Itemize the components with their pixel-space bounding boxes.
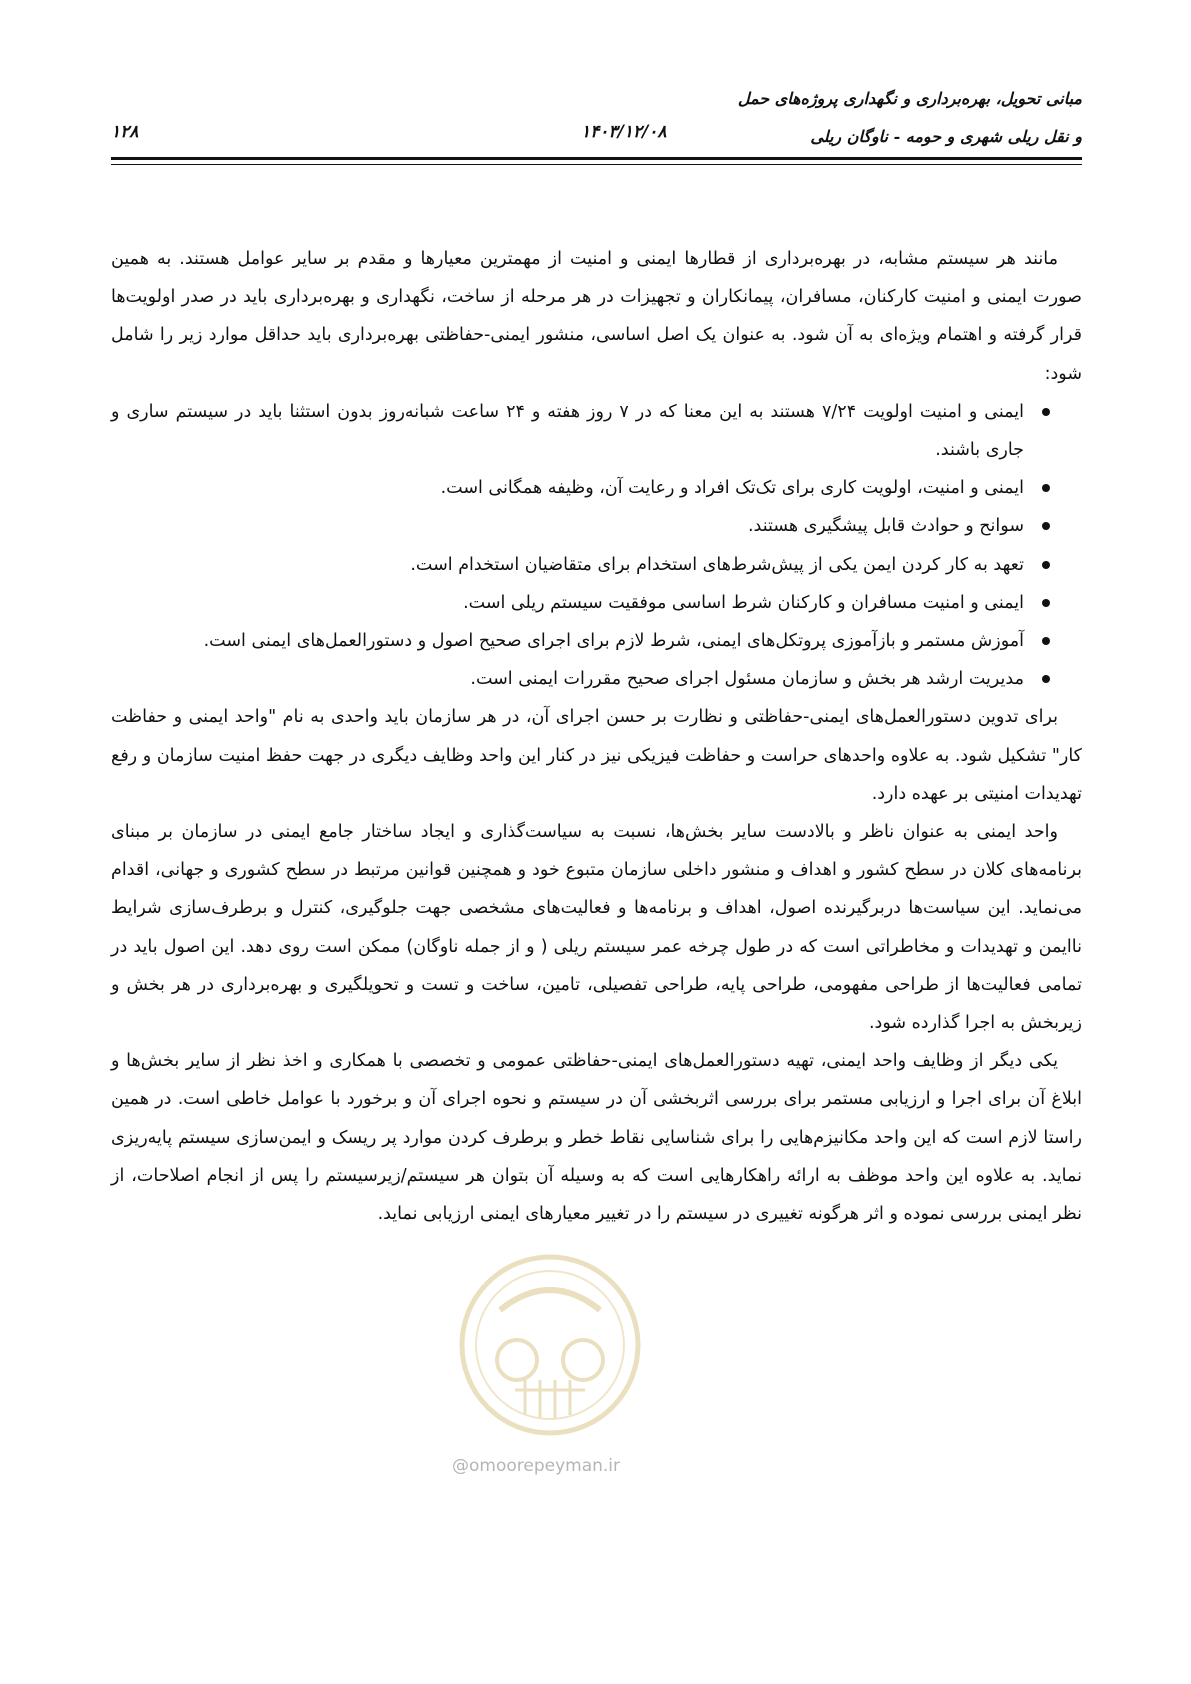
list-item: [111, 507, 1082, 545]
header-rule-thin: [111, 164, 1082, 165]
list-item: [111, 584, 1082, 622]
list-item: [111, 660, 1082, 698]
header-title-line2: و نقل ریلی شهری و حومه - ناوگان ریلی: [810, 127, 1082, 146]
bullet-icon: [1042, 599, 1050, 607]
bullet-list: [111, 393, 1082, 699]
header-date: ۱۴۰۳/۱۲/۰۸: [581, 122, 667, 142]
header-title-line1: مبانی تحویل، بهره‌برداری و نگهداری پروژه‌های حمل: [737, 89, 1082, 108]
watermark-site: @omoorepeyman.ir: [452, 1456, 621, 1476]
bullet-icon: [1042, 484, 1050, 492]
list-item-text: سوانح و حوادث قابل پیشگیری هستند.: [747, 516, 1024, 537]
list-item-text: ایمنی و امنیت، اولویت کاری برای تک‌تک افراد و رعایت آن، وظیفه همگانی است.: [440, 478, 1024, 499]
document-body: [111, 240, 1082, 1233]
header-rule-thick: [111, 157, 1082, 160]
list-item: [111, 469, 1082, 507]
bullet-icon: [1042, 637, 1050, 645]
watermark-seal-icon: [455, 1250, 645, 1440]
list-item: [111, 622, 1082, 660]
list-item-text: مدیریت ارشد هر بخش و سازمان مسئول اجرای صحیح مقررات ایمنی است.: [470, 669, 1024, 690]
page-number: ۱۲۸: [111, 122, 139, 142]
paragraph-safety-duties: یکی دیگر از وظایف واحد ایمنی، تهیه دستورالعمل‌های ایمنی-حفاظتی عمومی و تخصصی با همکاری و اخذ نظر از سایر بخش‌ها و ابلاغ آن برای اجرا و ارزیابی مستمر برای بررسی اثربخشی آن در سیستم و نحوه اجرای آن و برخورد با عوامل خاطی است. در همین راستا لازم است که این واحد مکانیزم‌هایی را برای شناسایی نقاط خطر و برطرف کردن موارد پر ریسک و ایمن‌سازی سیستم پایه‌ریزی نماید. به علاوه این واحد موظف به ارائه راهکارهایی است که به وسیله آن بتوان هر سیستم/زیرسیستم را پس از انجام اصلاحات، از نظر ایمنی بررسی نموده و اثر هرگونه تغییری در سیستم را در تغییر معیارهای ایمنی ارزیابی نماید.: [111, 1051, 1082, 1225]
intro-paragraph: مانند هر سیستم مشابه، در بهره‌برداری از قطارها ایمنی و امنیت از مهمترین معیارها و مقدم بر سایر عوامل هستند. به همین صورت ایمنی و امنیت کارکنان، مسافران، پیمانکاران و تجهیزات در هر مرحله از ساخت، نگهداری و بهره‌برداری باید در صدر اولویت‌ها قرار گرفته و اهتمام ویژه‌ای به آن شود. به عنوان یک اصل اساسی، منشور ایمنی-حفاظتی بهره‌برداری باید حداقل موارد زیر را شامل شود:: [111, 249, 1082, 384]
bullet-icon: [1042, 408, 1050, 416]
paragraph-safety-unit: برای تدوین دستورالعمل‌های ایمنی-حفاظتی و نظارت بر حسن اجرای آن، در هر سازمان باید واحدی به نام "واحد ایمنی و حفاظت کار" تشکیل شود. به علاوه واحدهای حراست و حفاظت فیزیکی نیز در کنار این واحد وظایف دیگری در جهت حفظ امنیت سازمان و رفع تهدیدات امنیتی بر عهده دارد.: [111, 707, 1082, 804]
list-item: [111, 393, 1082, 469]
bullet-icon: [1042, 522, 1050, 530]
list-item-text: تعهد به کار کردن ایمن یکی از پیش‌شرط‌های استخدام برای متقاضیان استخدام است.: [410, 554, 1024, 575]
header-title: [662, 80, 1082, 156]
list-item-text: آموزش مستمر و بازآموزی پروتکل‌های ایمنی، شرط لازم برای اجرای صحیح اصول و دستورالعمل‌های ایمنی است.: [203, 631, 1024, 652]
page-header: [111, 80, 1082, 160]
bullet-icon: [1042, 675, 1050, 683]
list-item-text: ایمنی و امنیت اولویت ۷/۲۴ هستند به این معنا که در ۷ روز هفته و ۲۴ ساعت شبانه‌روز بدون استثنا باید در سیستم ساری و جاری باشند.: [111, 401, 1024, 461]
list-item: [111, 546, 1082, 584]
bullet-icon: [1042, 561, 1050, 569]
paragraph-safety-policy: واحد ایمنی به عنوان ناظر و بالادست سایر بخش‌ها، نسبت به سیاست‌گذاری و ایجاد ساختار جامع ایمنی در سازمان بر مبنای برنامه‌های کلان در سطح کشور و اهداف و منشور داخلی سازمان متبوع خود و همچنین قوانین مرتبط در سطح کشوری و جهانی، اقدام می‌نماید. این سیاست‌ها دربرگیرنده اصول، اهداف و برنامه‌ها و فعالیت‌های مشخصی جهت جلوگیری، کنترل و برطرف‌سازی شرایط ناایمن و تهدیدات و مخاطراتی است که در طول چرخه عمر سیستم ریلی ( و از جمله ناوگان) ممکن است روی دهد. این اصول باید در تمامی فعالیت‌ها از طراحی مفهومی، طراحی پایه، طراحی تفصیلی، تامین، ساخت و تست و تحویلگیری و بهره‌برداری در هر بخش و زیربخش به اجرا گذارده شود.: [111, 822, 1082, 1034]
list-item-text: ایمنی و امنیت مسافران و کارکنان شرط اساسی موفقیت سیستم ریلی است.: [463, 592, 1024, 613]
